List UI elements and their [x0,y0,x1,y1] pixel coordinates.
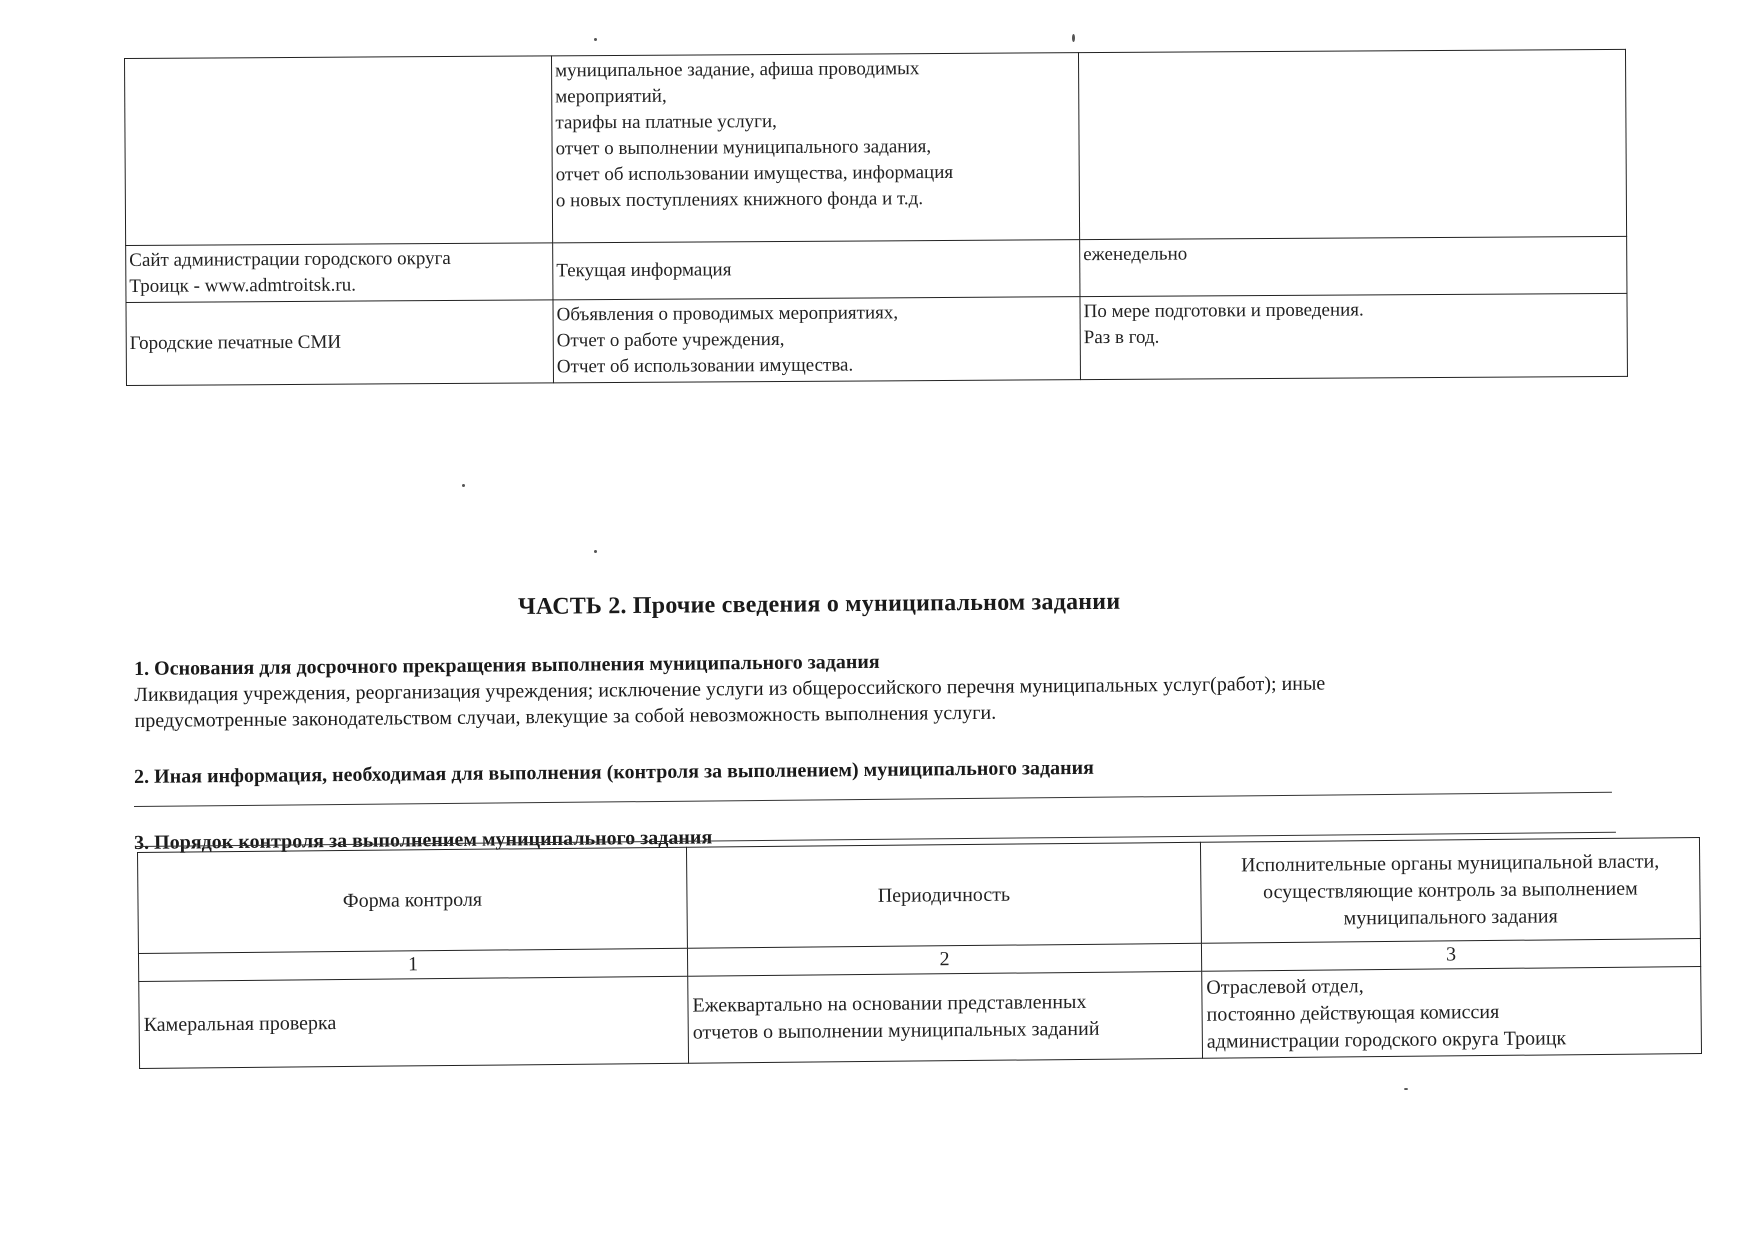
section-heading: 3. Порядок контроля за выполнением муниципального задания [134,826,713,854]
table-cell: Текущая информация [553,240,1080,300]
table-cell [1078,49,1626,239]
part-title: ЧАСТЬ 2. Прочие сведения о муниципальном задании [518,588,1121,620]
cell-line: Сайт администрации городского округа [129,248,451,271]
table-row [126,293,1627,385]
section-1 [134,642,1635,734]
table-cell: Городские печатные СМИ [126,300,553,386]
scan-speck [594,550,597,553]
table-cell [126,243,553,303]
column-number: 1 [138,948,687,981]
cell-line: Ежеквартально на основании представленных [692,990,1087,1017]
scan-speck [594,38,597,41]
column-header: Форма контроля [138,847,688,953]
scan-speck [462,484,465,487]
cell-line: Объявления о проводимых мероприятиях, [556,302,899,326]
cell-line: отчет о выполнении муниципального задания, [555,136,932,160]
table-cell [1080,293,1627,379]
table-cell [125,56,553,246]
cell-line: По мере подготовки и проведения. [1083,299,1364,323]
cell-line: отчетов о выполнении муниципальных заданий [692,1017,1100,1044]
table-cell: еженедельно [1080,236,1627,296]
section-heading: 2. Иная информация, необходимая для выполнения (контроля за выполнением) муниципального задания [134,756,1095,788]
cell-line: отчет об использовании имущества, информация [555,161,954,186]
section-text: Ликвидация учреждения, реорганизация учреждения; исключение услуги из общероссийского перечня муниципальных услуг(работ); иные [134,672,1326,706]
column-number: 2 [687,943,1201,976]
scan-speck [1072,34,1075,42]
table-header-row [138,838,1701,954]
section-text: предусмотренные законодательством случаи, влекущие за собой невозможность выполнения услуги. [134,701,997,732]
publication-table [124,49,1628,386]
cell-line: Раз в год. [1083,326,1160,349]
scan-speck [1404,1088,1408,1090]
column-header: Периодичность [686,842,1201,948]
table-cell [551,53,1079,243]
cell-line: Отчет об использовании имущества. [556,354,854,378]
table-row [139,966,1702,1068]
cell-line: Отраслевой отдел, [1206,974,1364,999]
table-cell [1202,966,1702,1058]
column-number: 3 [1201,938,1700,971]
divider-line [134,792,1612,807]
table-cell [688,971,1203,1063]
control-table [137,837,1702,1069]
cell-line: Троицк - www.admtroitsk.ru. [129,274,357,297]
section-heading: 1. Основания для досрочного прекращения выполнения муниципального задания [134,650,880,680]
cell-line: о новых поступлениях книжного фонда и т.д. [555,188,924,212]
cell-line: Отчет о работе учреждения, [556,328,785,352]
table-cell [553,297,1080,383]
column-header: Исполнительные органы муниципальной власти, осуществляющие контроль за выполнением муниципального задания [1200,838,1700,944]
section-2 [134,750,1634,790]
table-row [126,236,1627,302]
table-cell: Камеральная проверка [139,976,689,1068]
cell-line: муниципальное задание, афиша проводимых [555,58,920,82]
cell-line: тарифы на платные услуги, [555,111,777,134]
cell-line: постоянно действующая комиссия [1206,1000,1500,1026]
table-row [125,49,1627,245]
cell-line: администрации городского округа Троицк [1206,1026,1567,1053]
cell-line: мероприятий, [555,85,667,108]
